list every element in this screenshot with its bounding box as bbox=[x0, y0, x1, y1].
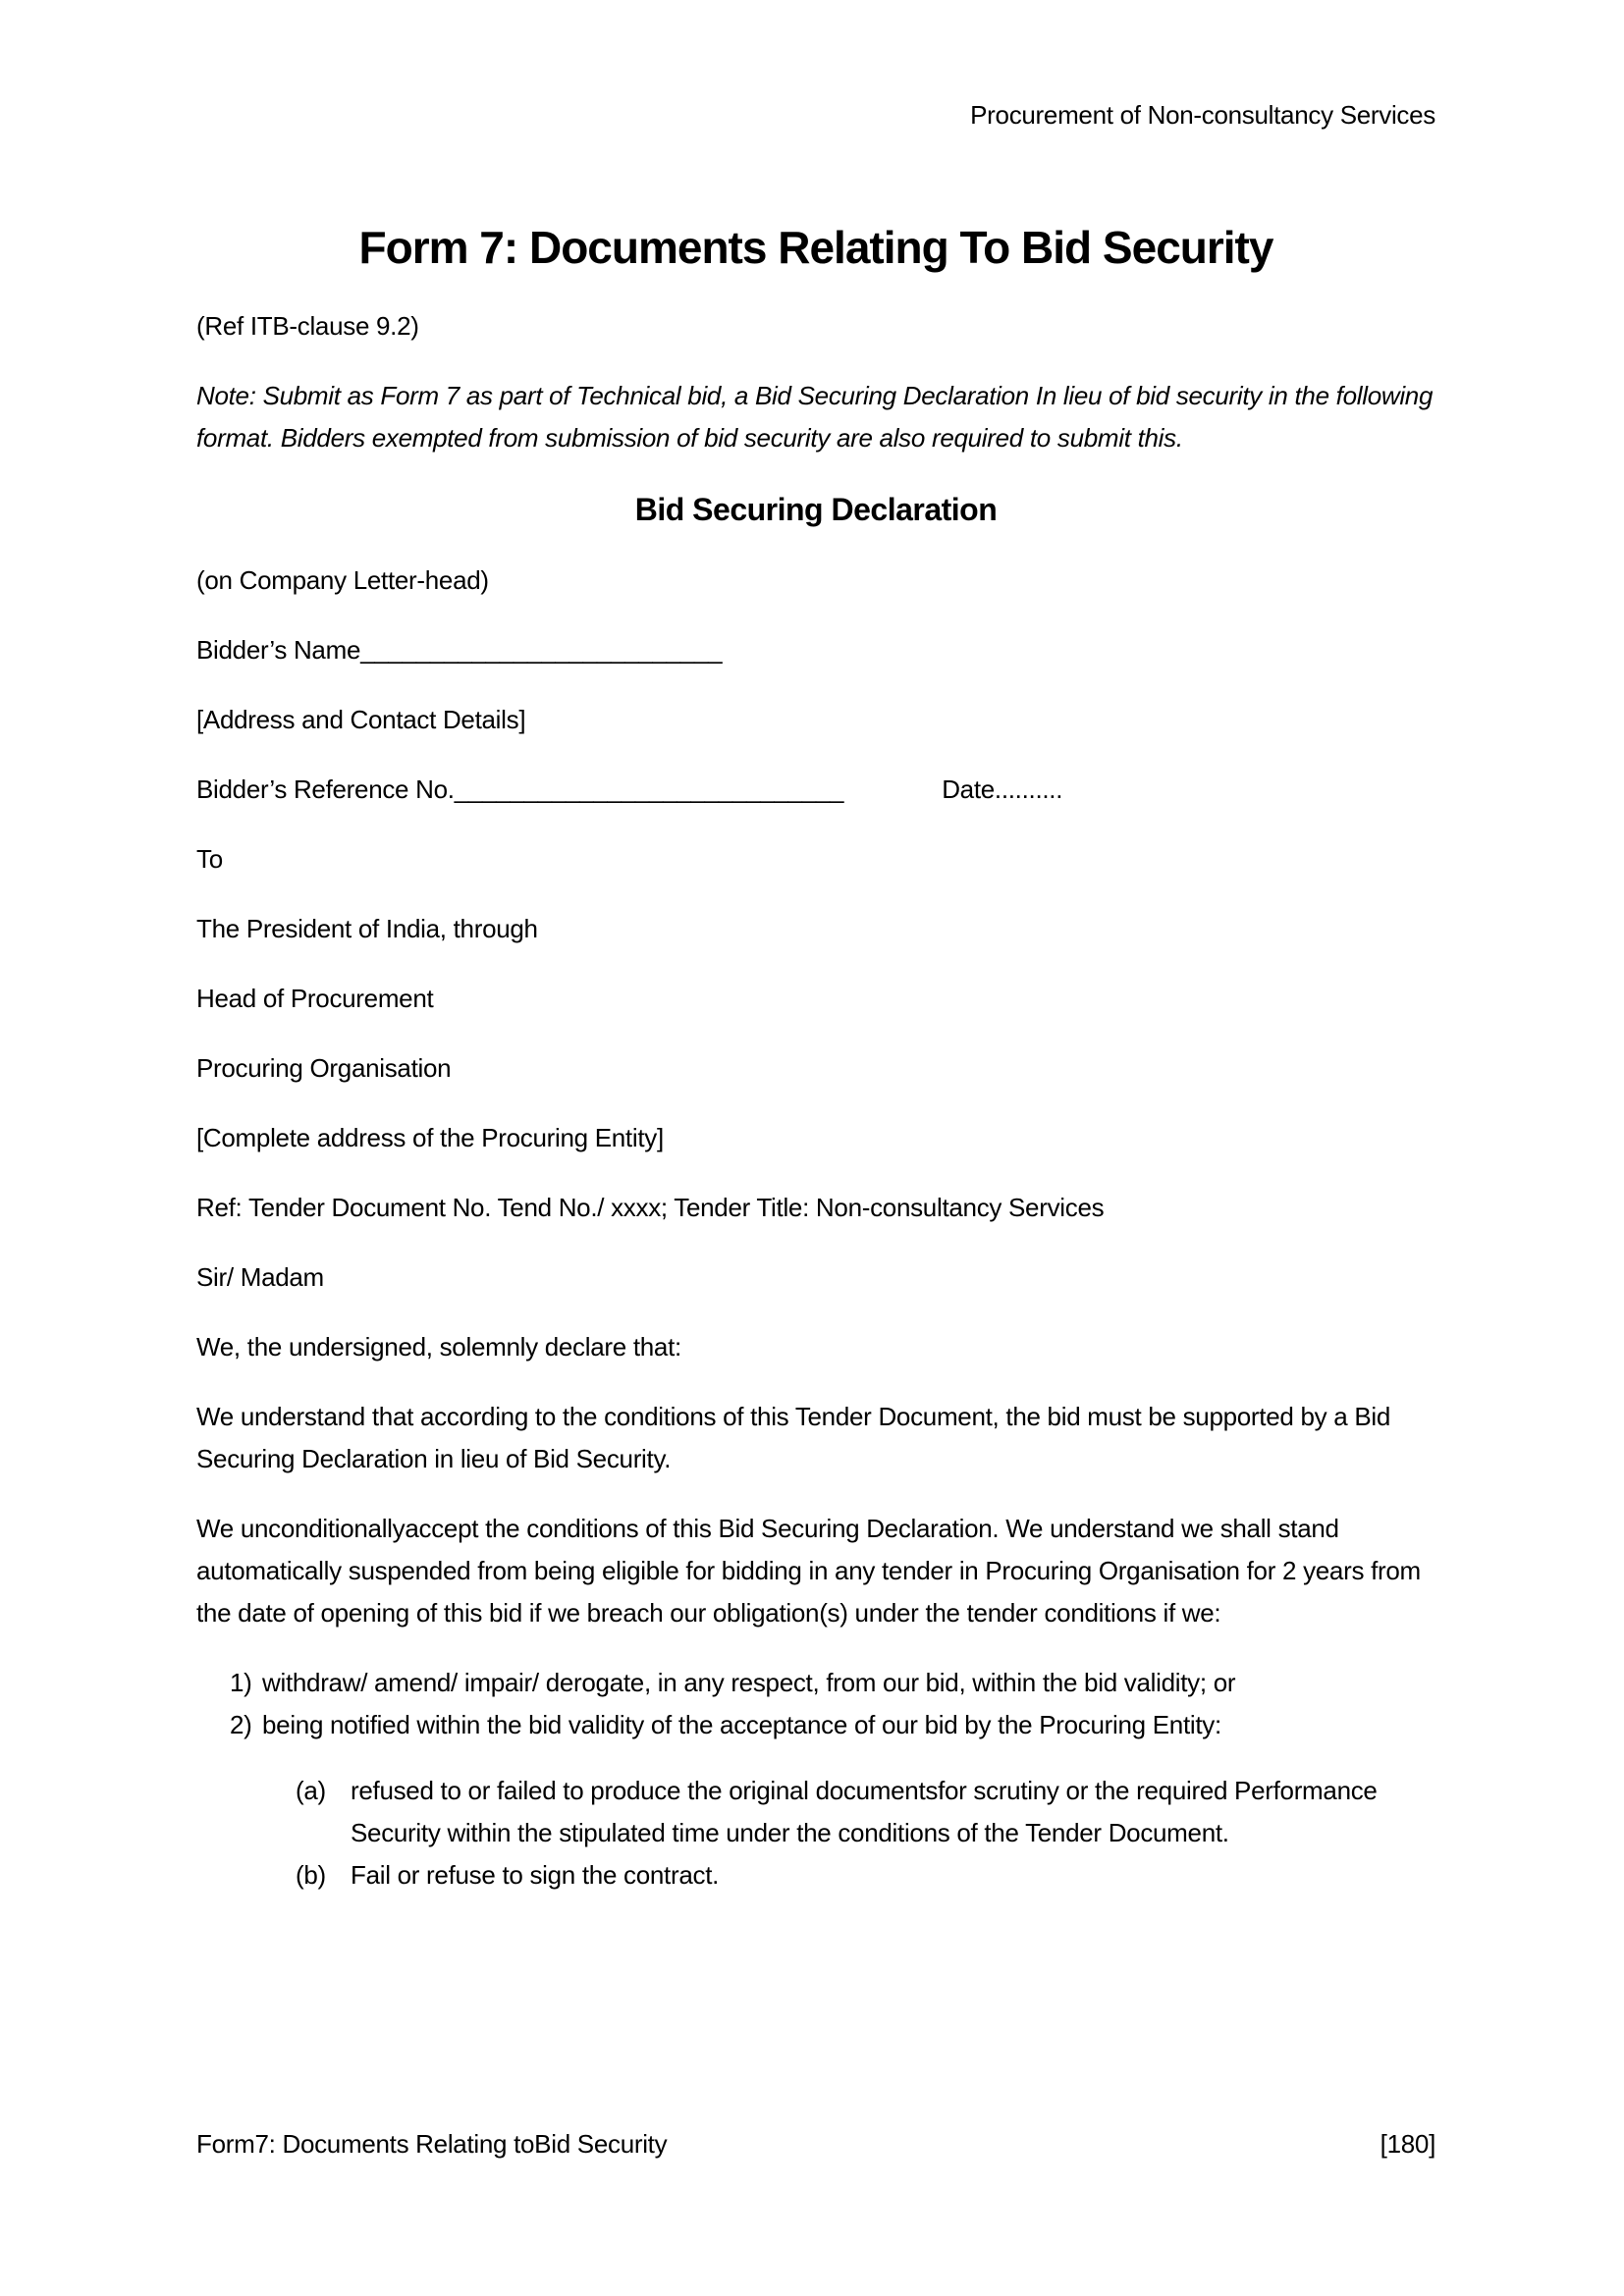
numbered-list-text-2: being notified within the bid validity of the acceptance of our bid by the Procuring Entity: bbox=[262, 1710, 1221, 1739]
numbered-list-item-2 bbox=[196, 1704, 1435, 1746]
bidder-name-line bbox=[196, 629, 1435, 671]
salutation: Sir/ Madam bbox=[196, 1262, 324, 1292]
running-header: Procurement of Non-consultancy Services bbox=[970, 100, 1435, 130]
numbered-list-item-1 bbox=[196, 1662, 1435, 1704]
lettered-list bbox=[196, 1770, 1435, 1896]
address-placeholder-line: [Address and Contact Details] bbox=[196, 705, 526, 734]
bidder-name-label: Bidder’s Name bbox=[196, 635, 361, 665]
section-heading: Bid Securing Declaration bbox=[634, 492, 998, 527]
tender-reference-line: Ref: Tender Document No. Tend No./ xxxx; Tender Title: Non-consultancy Services bbox=[196, 1193, 1105, 1222]
numbered-list-marker-2: 2) bbox=[230, 1710, 252, 1739]
bidder-name-blank: __________________________ bbox=[360, 635, 723, 665]
paragraph-bid-support: We understand that according to the conditions of this Tender Document, the bid must be supported by a Bid Securing Declaration in lieu of Bid Security. bbox=[196, 1402, 1390, 1473]
paragraph-unconditional-accept: We unconditionallyaccept the conditions of this Bid Securing Declaration. We understand we shall stand automatically suspended from being eligible for bidding in any tender in Procuring Organisation for 2 years from the date of opening of this bid if we breach our obligation(s) under the tender conditions if we: bbox=[196, 1514, 1421, 1628]
declaration-intro: We, the undersigned, solemnly declare that: bbox=[196, 1332, 681, 1362]
to-label: To bbox=[196, 844, 223, 874]
date-label: Date.......... bbox=[942, 774, 1063, 804]
footer-title: Form7: Documents Relating toBid Security bbox=[196, 2129, 668, 2159]
recipient-line-head-of-procurement: Head of Procurement bbox=[196, 984, 434, 1013]
recipient-line-president: The President of India, through bbox=[196, 914, 538, 943]
note-paragraph: Note: Submit as Form 7 as part of Technical bid, a Bid Securing Declaration In lieu of bid security in the following format. Bidders exempted from submission of bid security are also required to submit this. bbox=[196, 381, 1434, 453]
reference-line bbox=[196, 769, 1435, 811]
page-footer bbox=[196, 2123, 1435, 2165]
recipient-line-procuring-organisation: Procuring Organisation bbox=[196, 1053, 452, 1083]
page-number: [180] bbox=[1380, 2129, 1435, 2159]
numbered-list bbox=[196, 1662, 1435, 1746]
lettered-list-text-b: Fail or refuse to sign the contract. bbox=[351, 1860, 720, 1890]
form-title: Form 7: Documents Relating To Bid Security bbox=[358, 222, 1273, 273]
letterhead-note: (on Company Letter-head) bbox=[196, 565, 489, 595]
lettered-list-item-b bbox=[296, 1854, 1435, 1896]
recipient-line-address: [Complete address of the Procuring Entity] bbox=[196, 1123, 664, 1152]
numbered-list-marker-1: 1) bbox=[230, 1668, 252, 1697]
lettered-list-item-a bbox=[296, 1770, 1435, 1854]
lettered-list-text-a: refused to or failed to produce the original documentsfor scrutiny or the required Performance Security within the stipulated time under the conditions of the Tender Document. bbox=[351, 1776, 1378, 1847]
lettered-list-marker-b: (b) bbox=[296, 1860, 326, 1890]
numbered-list-text-1: withdraw/ amend/ impair/ derogate, in any respect, from our bid, within the bid validity; or bbox=[262, 1668, 1236, 1697]
lettered-list-marker-a: (a) bbox=[296, 1776, 326, 1805]
reference-blank: ____________________________ bbox=[454, 774, 844, 804]
reference-label: Bidder’s Reference No. bbox=[196, 774, 455, 804]
itb-clause-reference: (Ref ITB-clause 9.2) bbox=[196, 311, 419, 341]
